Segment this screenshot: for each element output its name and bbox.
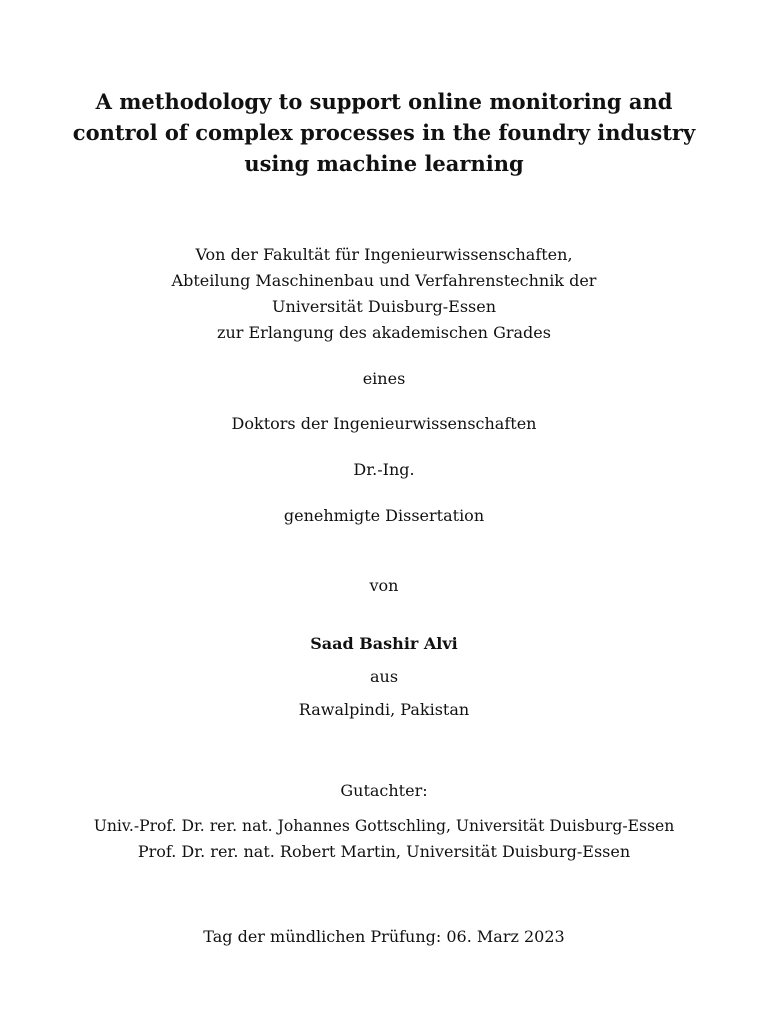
author-origin: Rawalpindi, Pakistan (298, 700, 470, 719)
reviewer-1: Univ.-Prof. Dr. rer. nat. Johannes Gottschling, Universität Duisburg-Essen (93, 817, 675, 835)
faculty-line-4: zur Erlangung des akademischen Grades (217, 323, 551, 342)
faculty-line-2: Abteilung Maschinenbau und Verfahrenstechnik der (171, 271, 597, 290)
dissertation-type: genehmigte Dissertation (283, 506, 485, 525)
faculty-line-1: Von der Fakultät für Ingenieurwissenschaften, (195, 245, 573, 264)
degree-article: eines (362, 369, 406, 388)
degree-name: Doktors der Ingenieurwissenschaften (231, 414, 537, 433)
thesis-title-line-1: A methodology to support online monitoring and (95, 89, 673, 114)
thesis-title-line-3: using machine learning (244, 151, 524, 176)
author-aus: aus (369, 667, 399, 686)
reviewer-2: Prof. Dr. rer. nat. Robert Martin, Universität Duisburg-Essen (137, 842, 631, 861)
exam-date: Tag der mündlichen Prüfung: 06. Marz 2023 (203, 927, 565, 946)
author-name: Saad Bashir Alvi (310, 634, 458, 653)
author-von: von (369, 576, 399, 595)
faculty-line-3: Universität Duisburg-Essen (271, 297, 497, 316)
thesis-title-line-2: control of complex processes in the foundry industry (72, 120, 696, 145)
degree-abbreviation: Dr.-Ing. (353, 460, 415, 479)
reviewers-heading: Gutachter: (340, 781, 428, 800)
